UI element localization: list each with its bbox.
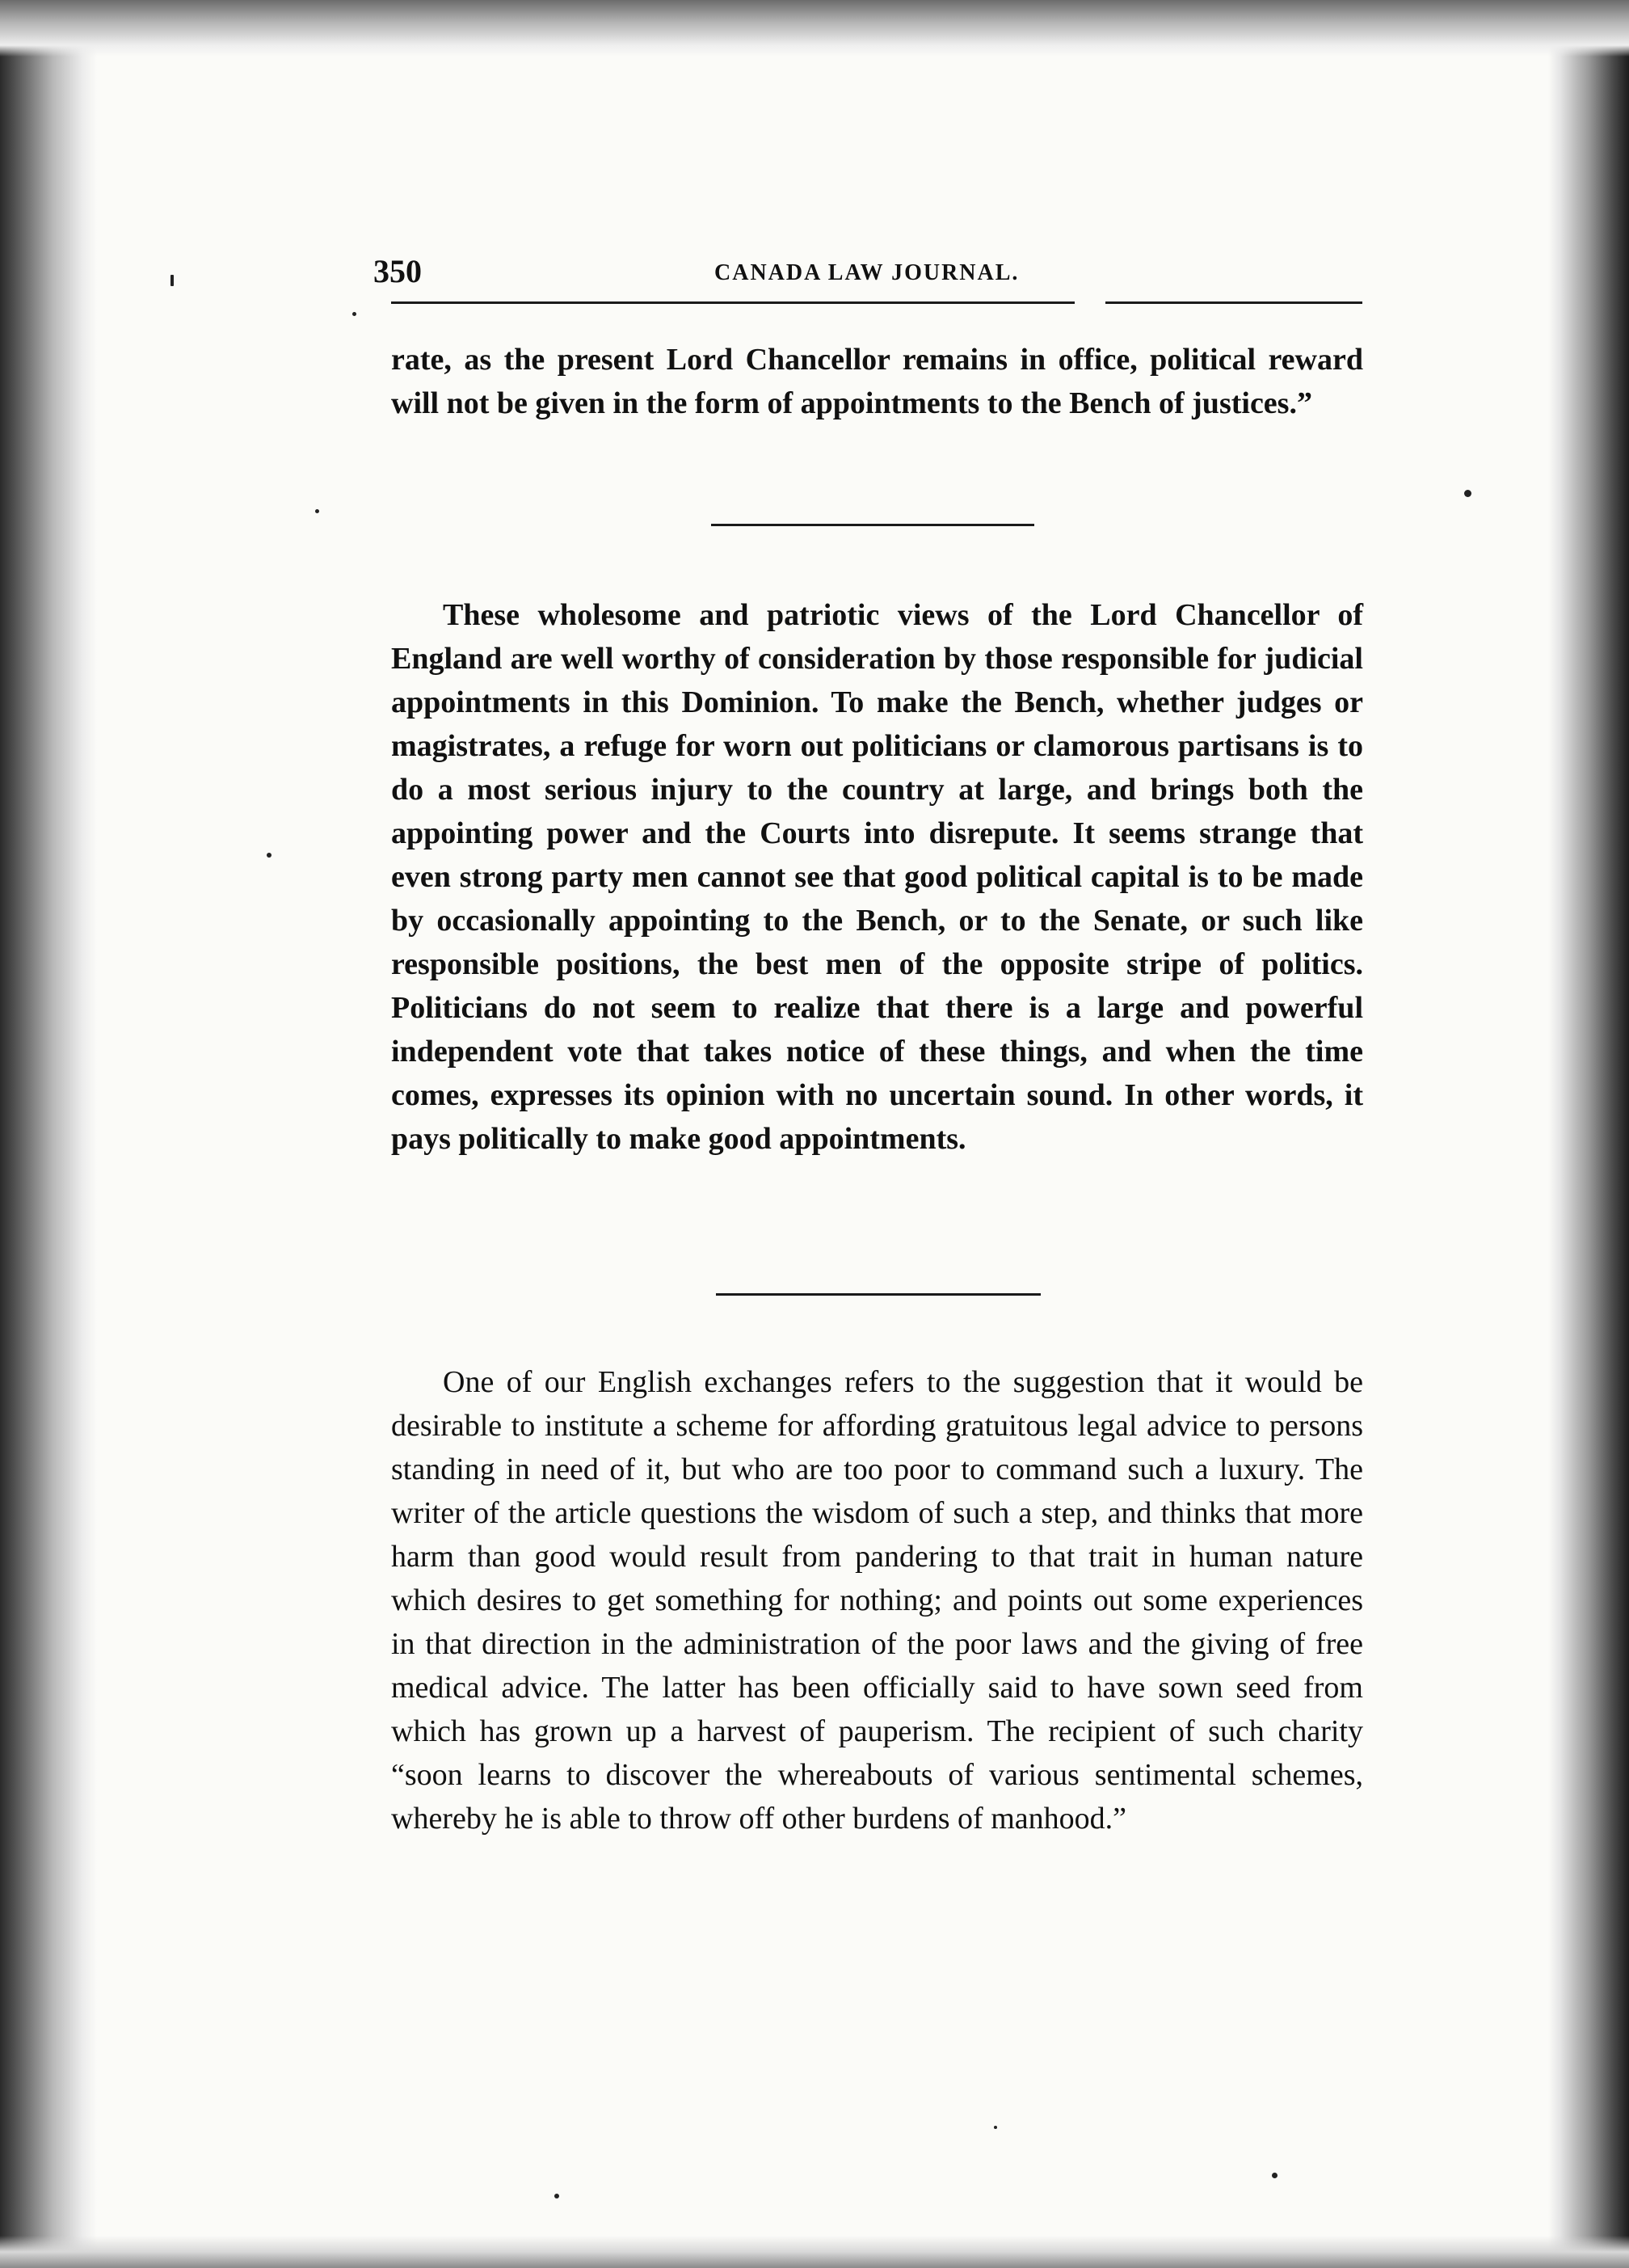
scan-speck [994, 2126, 997, 2129]
scan-edge-left [0, 0, 97, 2268]
scan-speck [267, 853, 272, 858]
paragraph-judicial-appointments: These wholesome and patriotic views of the Lord Chancellor of England are well worthy of consideration by those responsible for judicial appointments in this Dominion. To make the Bench, whether judges or magistrates, a refuge for worn out politicians or clamorous partisans is to do a most serious injury to the country at large, and brings both the appointing power and the Courts into disrepute. It seems strange that even strong party men cannot see that good political capital is to be made by occasionally appointing to the Bench, or to the Senate, or such like responsible positions, the best men of the opposite stripe of politics. Politicians do not seem to realize that there is a large and powerful independent vote that takes notice of these things, and when the time comes, expresses its opinion with no uncertain sound. In other words, it pays politically to make good appointments. [391, 598, 1363, 1156]
scan-edge-top [0, 0, 1629, 57]
paragraph-continued: rate, as the present Lord Chancellor remains in office, political reward will not be given in the form of appointments to the Bench of justices.” [391, 343, 1363, 420]
scan-speck [352, 312, 356, 316]
section-separator [711, 524, 1034, 526]
header-rule-short [1105, 301, 1362, 304]
scan-speck [170, 275, 174, 286]
paragraph-legal-advice: One of our English exchanges refers to the suggestion that it would be desirable to institute a scheme for affording gratuitous legal advice to persons standing in need of it, but who are too poor to command such a luxury. The writer of the article questions the wisdom of such a step, and thinks that more harm than good would result from pandering to that trait in human nature which desires to get something for nothing; and points out some experiences in that direction in the administration of the poor laws and the giving of free medical advice. The latter has been officially said to have sown seed from which has grown up a harvest of pauperism. The recipient of such charity “soon learns to discover the whereabouts of various sentimental schemes, whereby he is able to throw off other burdens of manhood.” [391, 1365, 1363, 1836]
header-rule [391, 301, 1075, 304]
section-separator [716, 1293, 1041, 1296]
scan-edge-bottom [0, 2236, 1629, 2268]
scan-speck [1272, 2173, 1278, 2178]
page-header [373, 252, 1363, 301]
scan-speck [315, 509, 319, 513]
running-head: CANADA LAW JOURNAL. [714, 260, 1020, 285]
scan-speck [1464, 490, 1471, 497]
page-number: 350 [373, 253, 422, 289]
scan-speck [554, 2194, 559, 2198]
scan-edge-right [1548, 0, 1629, 2268]
